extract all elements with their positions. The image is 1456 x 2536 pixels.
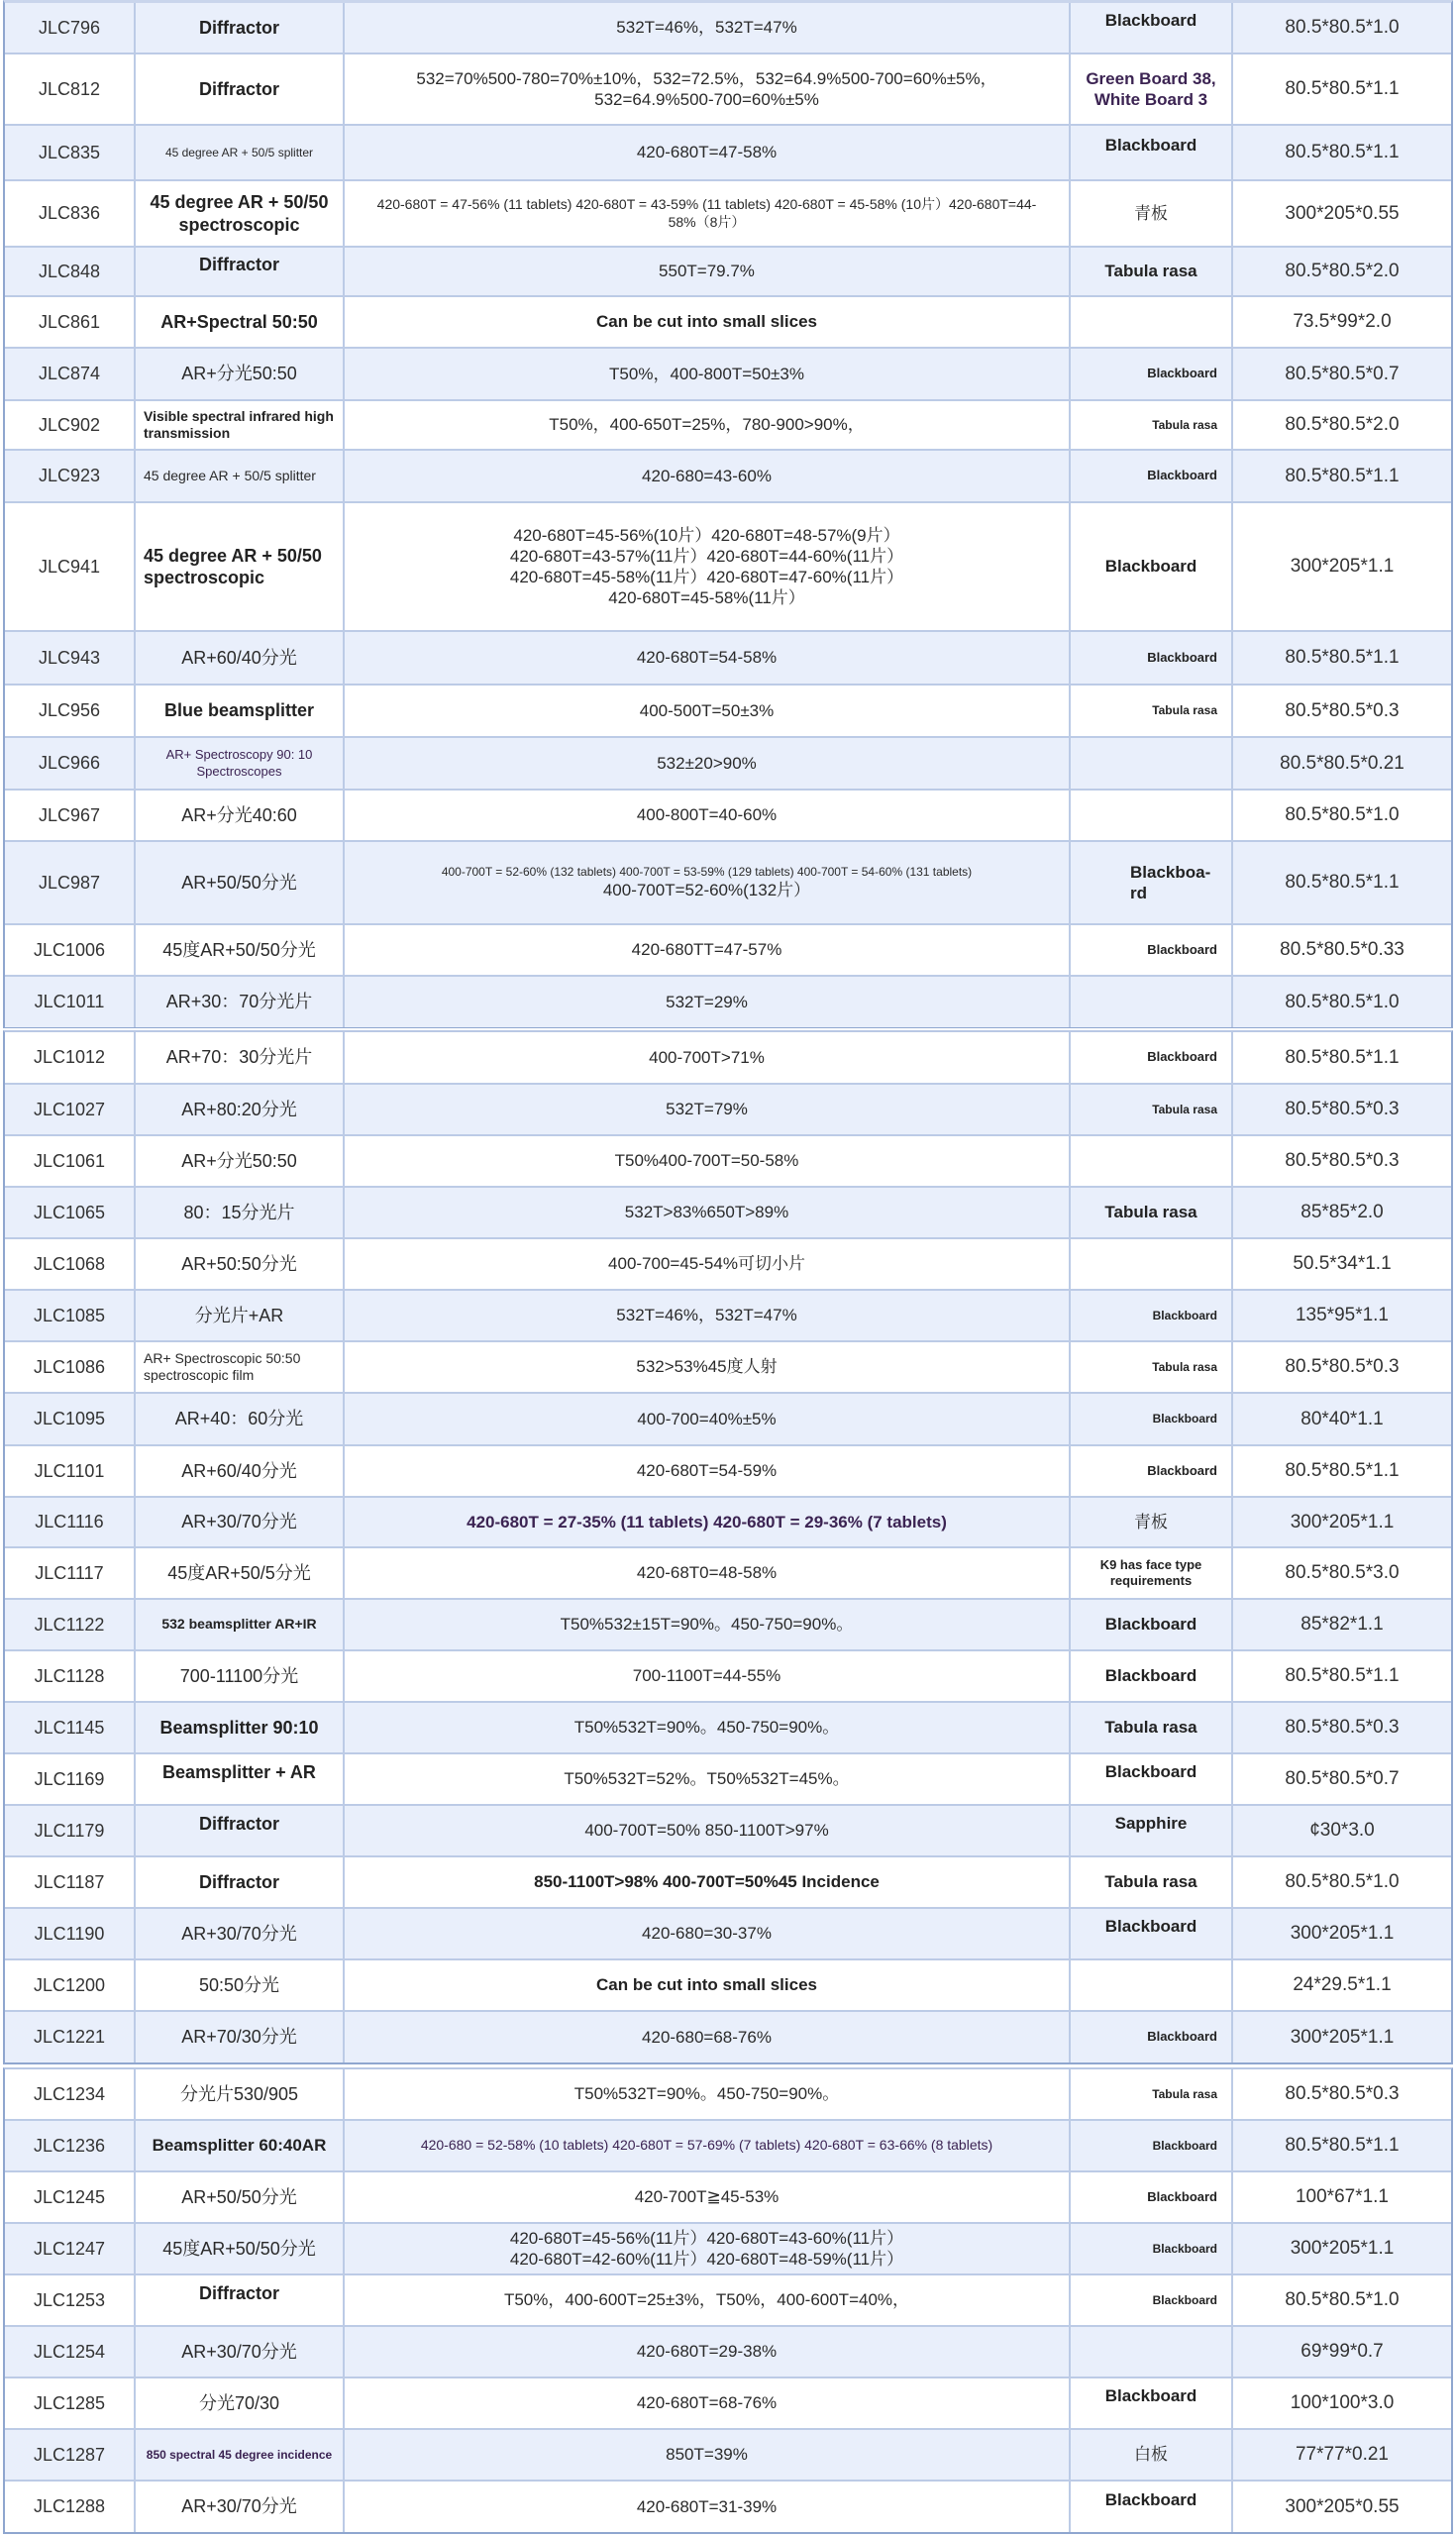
product-name: 80：15分光片 <box>136 1188 345 1237</box>
product-code: JLC987 <box>5 842 136 923</box>
product-name: AR+60/40分光 <box>136 632 345 684</box>
product-material: Blackboard <box>1071 2121 1233 2170</box>
table-row <box>5 1806 1451 1857</box>
product-size: 300*205*0.55 <box>1285 202 1400 224</box>
product-code: JLC923 <box>5 451 136 501</box>
product-spec: 400-700=45-54%可切小片 <box>345 1239 1071 1289</box>
table-row <box>5 503 1451 632</box>
product-size: 100*100*3.0 <box>1290 2392 1395 2414</box>
product-size: 80.5*80.5*0.3 <box>1285 1099 1400 1120</box>
product-code: JLC1011 <box>5 977 136 1027</box>
product-code: JLC1145 <box>5 1703 136 1752</box>
product-material: Blackboard <box>1071 2275 1233 2325</box>
table-row <box>5 2482 1451 2532</box>
product-material: Blackboard <box>1071 126 1233 179</box>
product-name: AR+50:50分光 <box>136 1239 345 1289</box>
table-row <box>5 842 1451 925</box>
product-code: JLC861 <box>5 297 136 347</box>
product-material: Blackboard <box>1071 2224 1233 2273</box>
product-code: JLC1117 <box>5 1548 136 1598</box>
table-row <box>5 1857 1451 1909</box>
product-material: Tabula rasa <box>1071 1188 1233 1237</box>
product-size: 50.5*34*1.1 <box>1293 1253 1392 1275</box>
product-name: 850 spectral 45 degree incidence <box>136 2430 345 2480</box>
product-code: JLC1253 <box>5 2275 136 2325</box>
product-name: Diffractor <box>136 1857 345 1907</box>
product-code: JLC1285 <box>5 2378 136 2428</box>
product-name: 45 degree AR + 50/5 splitter <box>136 126 345 179</box>
product-spec: 420-680=30-37% <box>345 1909 1071 1958</box>
product-name: AR+70/30分光 <box>136 2012 345 2062</box>
product-material: K9 has face type requirements <box>1071 1548 1233 1598</box>
product-size: 80.5*80.5*1.0 <box>1285 17 1400 39</box>
table-row <box>5 2378 1451 2430</box>
product-spec: T50%400-700T=50-58% <box>345 1136 1071 1186</box>
table-row <box>5 686 1451 738</box>
product-material: 白板 <box>1071 2430 1233 2480</box>
table-row <box>5 2172 1451 2224</box>
product-code: JLC1116 <box>5 1498 136 1546</box>
product-name: AR+分光40:60 <box>136 791 345 840</box>
product-material <box>1071 738 1233 789</box>
product-material: Tabula rasa <box>1071 248 1233 295</box>
product-name: 45 degree AR + 50/5 splitter <box>136 451 345 501</box>
product-name: AR+分光50:50 <box>136 349 345 399</box>
product-material: Blackboard <box>1071 3 1233 53</box>
product-size: 80.5*80.5*0.3 <box>1285 1356 1400 1378</box>
product-material: Blackboard <box>1071 1291 1233 1340</box>
product-name: 45度AR+50/50分光 <box>136 925 345 975</box>
product-size: 80.5*80.5*1.1 <box>1285 2135 1400 2157</box>
product-material: Tabula rasa <box>1071 2069 1233 2119</box>
product-material <box>1071 1960 1233 2010</box>
product-name: 分光70/30 <box>136 2378 345 2428</box>
product-code: JLC956 <box>5 686 136 736</box>
product-spec: 420-680=68-76% <box>345 2012 1071 2062</box>
product-size: 85*85*2.0 <box>1300 1202 1384 1223</box>
product-name: AR+30/70分光 <box>136 2482 345 2532</box>
table-row <box>5 1342 1451 1394</box>
product-name: 分光片530/905 <box>136 2069 345 2119</box>
product-table-segment-2 <box>3 1030 1453 2064</box>
product-name: 45度AR+50/50分光 <box>136 2224 345 2273</box>
table-row <box>5 977 1451 1027</box>
product-name: AR+40：60分光 <box>136 1394 345 1444</box>
product-material: Blackboard <box>1071 451 1233 501</box>
product-code: JLC812 <box>5 54 136 124</box>
product-name: AR+ Spectroscopic 50:50 spectroscopic film <box>136 1342 345 1392</box>
product-name: Diffractor <box>136 54 345 124</box>
product-name: Visible spectral infrared high transmission <box>136 401 345 449</box>
table-row <box>5 2430 1451 2482</box>
product-size: 77*77*0.21 <box>1295 2444 1390 2466</box>
product-spec: 420-680=43-60% <box>345 451 1071 501</box>
product-spec: 420-680T = 47-56% (11 tablets) 420-680T = 43-59% (11 tablets) 420-680T = 45-58% (10片）420-680T=44-58%（8片） <box>345 181 1071 246</box>
product-size: 80.5*80.5*1.1 <box>1285 142 1400 163</box>
product-code: JLC874 <box>5 349 136 399</box>
product-spec: 400-500T=50±3% <box>345 686 1071 736</box>
table-row <box>5 632 1451 686</box>
table-row <box>5 1085 1451 1136</box>
product-size: 80.5*80.5*0.3 <box>1285 1150 1400 1172</box>
product-size: 80.5*80.5*1.0 <box>1285 804 1400 826</box>
product-material <box>1071 297 1233 347</box>
product-spec: 532T=46%，532T=47% <box>345 1291 1071 1340</box>
product-spec: 532±20>90% <box>345 738 1071 789</box>
product-code: JLC1065 <box>5 1188 136 1237</box>
product-material: Blackboard <box>1071 1446 1233 1496</box>
product-size: 300*205*1.1 <box>1290 556 1395 578</box>
table-row <box>5 1909 1451 1960</box>
product-spec: 420-680T=68-76% <box>345 2378 1071 2428</box>
product-spec: T50%532T=90%。450-750=90%。 <box>345 2069 1071 2119</box>
product-code: JLC1027 <box>5 1085 136 1134</box>
product-size: 73.5*99*2.0 <box>1293 311 1392 333</box>
table-row <box>5 297 1451 349</box>
product-spec: Can be cut into small slices <box>345 1960 1071 2010</box>
product-size: 80.5*80.5*2.0 <box>1285 261 1400 282</box>
product-spec: 550T=79.7% <box>345 248 1071 295</box>
product-spec <box>345 503 1071 630</box>
product-spec: 420-680T=54-58% <box>345 632 1071 684</box>
table-row <box>5 2121 1451 2172</box>
table-row <box>5 925 1451 977</box>
product-material <box>1071 1136 1233 1186</box>
table-row <box>5 2224 1451 2275</box>
table-row <box>5 1188 1451 1239</box>
product-code: JLC1221 <box>5 2012 136 2062</box>
product-material: Blackboard <box>1071 2012 1233 2062</box>
product-size: 80.5*80.5*1.1 <box>1285 465 1400 486</box>
product-code: JLC1095 <box>5 1394 136 1444</box>
product-material: Blackboard <box>1071 925 1233 975</box>
product-name: 45度AR+50/5分光 <box>136 1548 345 1598</box>
product-name: AR+30：70分光片 <box>136 977 345 1027</box>
product-spec: 532T=46%，532T=47% <box>345 3 1071 53</box>
product-material <box>1071 791 1233 840</box>
product-size: 80.5*80.5*0.3 <box>1285 2083 1400 2105</box>
product-code: JLC1068 <box>5 1239 136 1289</box>
product-size: 135*95*1.1 <box>1295 1305 1390 1326</box>
product-spec: 420-680TT=47-57% <box>345 925 1071 975</box>
product-name: Beamsplitter 90:10 <box>136 1703 345 1752</box>
table-row <box>5 1703 1451 1754</box>
product-name: Diffractor <box>136 3 345 53</box>
product-material: Blackboard <box>1071 2482 1233 2532</box>
product-material: Blackboard <box>1071 1600 1233 1649</box>
table-row <box>5 1498 1451 1548</box>
product-code: JLC1101 <box>5 1446 136 1496</box>
product-size: 80.5*80.5*1.1 <box>1285 1665 1400 1687</box>
spec-line: 400-700T=52-60%(132片） <box>602 880 811 899</box>
product-name: AR+30/70分光 <box>136 2327 345 2377</box>
product-size: 300*205*0.55 <box>1285 2495 1400 2517</box>
product-name: AR+分光50:50 <box>136 1136 345 1186</box>
table-row <box>5 1651 1451 1703</box>
spec-line: 420-680T=45-56%(11片）420-680T=43-60%(11片） <box>509 2228 904 2248</box>
product-code: JLC1245 <box>5 2172 136 2222</box>
product-spec: 420-68T0=48-58% <box>345 1548 1071 1598</box>
product-spec: 420-680T=47-58% <box>345 126 1071 179</box>
product-name: 532 beamsplitter AR+IR <box>136 1600 345 1649</box>
product-spec: 420-680T=54-59% <box>345 1446 1071 1496</box>
table-row <box>5 3 1451 54</box>
product-spec: 532=70%500-780=70%±10%，532=72.5%，532=64.9%500-700=60%±5%，532=64.9%500-700=60%±5% <box>345 54 1071 124</box>
table-row <box>5 126 1451 181</box>
product-material: Tabula rasa <box>1071 686 1233 736</box>
product-size: 80.5*80.5*0.3 <box>1285 1717 1400 1739</box>
product-code: JLC902 <box>5 401 136 449</box>
product-name: AR+70：30分光片 <box>136 1032 345 1083</box>
product-code: JLC848 <box>5 248 136 295</box>
spec-line: 420-680T=42-60%(11片）420-680T=48-59%(11片） <box>509 2250 904 2269</box>
product-name: 45 degree AR + 50/50 spectroscopic <box>136 503 345 630</box>
table-row <box>5 791 1451 842</box>
spec-line: 400-700T = 52-60% (132 tablets) 400-700T = 53-59% (129 tablets) 400-700T = 54-60% (131 tablets) <box>441 864 973 879</box>
product-name: 45 degree AR + 50/50 spectroscopic <box>136 181 345 246</box>
product-spec: T50%532T=52%。T50%532T=45%。 <box>345 1754 1071 1804</box>
product-spec: T50%，400-800T=50±3% <box>345 349 1071 399</box>
product-name: Diffractor <box>136 248 345 295</box>
table-row <box>5 1548 1451 1600</box>
product-spec: 420-680 = 52-58% (10 tablets) 420-680T = 57-69% (7 tablets) 420-680T = 63-66% (8 tablets) <box>345 2121 1071 2170</box>
spec-line: 420-680T=45-56%(10片）420-680T=48-57%(9片） <box>513 525 900 545</box>
product-size: 80.5*80.5*1.0 <box>1285 991 1400 1012</box>
product-material: Blackboard <box>1071 1651 1233 1701</box>
product-spec: T50%，400-600T=25±3%，T50%，400-600T=40%， <box>345 2275 1071 2325</box>
product-size: 300*205*1.1 <box>1290 1511 1395 1532</box>
product-name: AR+80:20分光 <box>136 1085 345 1134</box>
table-row <box>5 1394 1451 1446</box>
spec-line: 420-680T=43-57%(11片）420-680T=44-60%(11片） <box>509 546 904 566</box>
table-row <box>5 401 1451 451</box>
product-material: Blackboard <box>1071 1909 1233 1958</box>
product-name: Beamsplitter + AR <box>136 1754 345 1804</box>
product-size: 80*40*1.1 <box>1300 1408 1384 1429</box>
product-size: 300*205*1.1 <box>1290 2026 1395 2048</box>
product-size: 80.5*80.5*1.1 <box>1285 647 1400 669</box>
product-code: JLC835 <box>5 126 136 179</box>
product-size: 80.5*80.5*1.0 <box>1285 2289 1400 2311</box>
table-row <box>5 248 1451 297</box>
product-spec: 420-680T=29-38% <box>345 2327 1071 2377</box>
product-name: Diffractor <box>136 1806 345 1855</box>
table-row <box>5 1136 1451 1188</box>
product-material: Green Board 38, White Board 3 <box>1071 54 1233 124</box>
product-size: 80.5*80.5*1.1 <box>1285 1046 1400 1068</box>
product-size: 80.5*80.5*0.33 <box>1280 939 1404 961</box>
product-code: JLC1187 <box>5 1857 136 1907</box>
product-material: 青板 <box>1071 181 1233 246</box>
product-code: JLC1247 <box>5 2224 136 2273</box>
table-row <box>5 1960 1451 2012</box>
product-spec: 420-680T = 27-35% (11 tablets) 420-680T = 29-36% (7 tablets) <box>345 1498 1071 1546</box>
product-material: Blackboard <box>1071 632 1233 684</box>
table-row <box>5 2327 1451 2378</box>
table-row <box>5 1600 1451 1651</box>
product-name: 700-11100分光 <box>136 1651 345 1701</box>
product-size: 69*99*0.7 <box>1300 2341 1384 2363</box>
product-material: Tabula rasa <box>1071 401 1233 449</box>
product-material: Tabula rasa <box>1071 1857 1233 1907</box>
product-spec: Can be cut into small slices <box>345 297 1071 347</box>
product-size: 80.5*80.5*0.7 <box>1285 1768 1400 1790</box>
product-code: JLC1236 <box>5 2121 136 2170</box>
table-row <box>5 181 1451 248</box>
product-size: 300*205*1.1 <box>1290 1923 1395 1945</box>
product-name: AR+ Spectroscopy 90: 10 Spectroscopes <box>136 738 345 789</box>
product-spec: 850-1100T>98% 400-700T=50%45 Incidence <box>345 1857 1071 1907</box>
product-material: Blackboard <box>1071 503 1233 630</box>
product-size: 80.5*80.5*0.21 <box>1280 752 1404 774</box>
product-table-segment-3 <box>3 2067 1453 2534</box>
product-name: Blue beamsplitter <box>136 686 345 736</box>
product-size: 80.5*80.5*3.0 <box>1285 1562 1400 1584</box>
product-size: 80.5*80.5*1.1 <box>1285 1460 1400 1482</box>
product-name: AR+Spectral 50:50 <box>136 297 345 347</box>
table-row <box>5 349 1451 401</box>
product-code: JLC1179 <box>5 1806 136 1855</box>
product-name: AR+30/70分光 <box>136 1909 345 1958</box>
product-name: 分光片+AR <box>136 1291 345 1340</box>
product-code: JLC1086 <box>5 1342 136 1392</box>
product-code: JLC1006 <box>5 925 136 975</box>
product-code: JLC1190 <box>5 1909 136 1958</box>
product-material: Sapphire <box>1071 1806 1233 1855</box>
product-spec: 850T=39% <box>345 2430 1071 2480</box>
product-spec: 532T=79% <box>345 1085 1071 1134</box>
product-spec: 532T>83%650T>89% <box>345 1188 1071 1237</box>
product-spec: 420-700T≧45-53% <box>345 2172 1071 2222</box>
table-row <box>5 738 1451 791</box>
product-size: 80.5*80.5*1.0 <box>1285 1871 1400 1893</box>
product-material <box>1071 2327 1233 2377</box>
table-row <box>5 2275 1451 2327</box>
product-material <box>1071 1239 1233 1289</box>
table-row <box>5 1291 1451 1342</box>
product-size: 300*205*1.1 <box>1290 2238 1395 2260</box>
spec-line: 420-680T=45-58%(11片）420-680T=47-60%(11片） <box>509 568 904 586</box>
product-material: Tabula rasa <box>1071 1085 1233 1134</box>
table-row <box>5 451 1451 503</box>
product-code: JLC796 <box>5 3 136 53</box>
product-size: 85*82*1.1 <box>1300 1614 1384 1636</box>
spec-line: 420-680T=45-58%(11片） <box>608 588 805 608</box>
product-size: 24*29.5*1.1 <box>1293 1974 1392 1996</box>
table-row <box>5 1754 1451 1806</box>
table-row <box>5 54 1451 126</box>
product-spec: 400-700T>71% <box>345 1032 1071 1083</box>
product-material: Blackboard <box>1071 2172 1233 2222</box>
product-table-segment-1 <box>3 0 1453 1028</box>
table-row <box>5 2012 1451 2062</box>
product-code: JLC1234 <box>5 2069 136 2119</box>
product-spec: 400-800T=40-60% <box>345 791 1071 840</box>
table-row <box>5 2069 1451 2121</box>
product-spec: 400-700T=50% 850-1100T>97% <box>345 1806 1071 1855</box>
product-code: JLC941 <box>5 503 136 630</box>
table-row <box>5 1446 1451 1498</box>
product-spec: T50%532±15T=90%。450-750=90%。 <box>345 1600 1071 1649</box>
product-code: JLC1061 <box>5 1136 136 1186</box>
product-name: AR+50/50分光 <box>136 2172 345 2222</box>
product-name: AR+30/70分光 <box>136 1498 345 1546</box>
product-size: 80.5*80.5*1.1 <box>1285 872 1400 894</box>
product-material: Blackboard <box>1071 2378 1233 2428</box>
product-name: Beamsplitter 60:40AR <box>136 2121 345 2170</box>
product-material: Blackboard <box>1071 349 1233 399</box>
product-material: Tabula rasa <box>1071 1703 1233 1752</box>
product-code: JLC1012 <box>5 1032 136 1083</box>
product-material: Tabula rasa <box>1071 1342 1233 1392</box>
product-size: 80.5*80.5*1.1 <box>1285 78 1400 100</box>
product-size: 80.5*80.5*2.0 <box>1285 414 1400 436</box>
product-code: JLC1122 <box>5 1600 136 1649</box>
product-code: JLC1085 <box>5 1291 136 1340</box>
product-code: JLC1254 <box>5 2327 136 2377</box>
product-spec <box>345 2224 1071 2273</box>
product-code: JLC966 <box>5 738 136 789</box>
product-name: 50:50分光 <box>136 1960 345 2010</box>
product-code: JLC1169 <box>5 1754 136 1804</box>
product-size: 80.5*80.5*0.7 <box>1285 363 1400 384</box>
product-name: AR+50/50分光 <box>136 842 345 923</box>
product-spec: 532>53%45度人射 <box>345 1342 1071 1392</box>
product-material: 青板 <box>1071 1498 1233 1546</box>
product-code: JLC1128 <box>5 1651 136 1701</box>
product-spec: 400-700=40%±5% <box>345 1394 1071 1444</box>
product-name: AR+60/40分光 <box>136 1446 345 1496</box>
product-spec: 532T=29% <box>345 977 1071 1027</box>
product-spec: 420-680T=31-39% <box>345 2482 1071 2532</box>
product-code: JLC943 <box>5 632 136 684</box>
product-spec: T50%，400-650T=25%，780-900>90%， <box>345 401 1071 449</box>
product-spec: 700-1100T=44-55% <box>345 1651 1071 1701</box>
product-material: Blackboa-rd <box>1071 842 1233 923</box>
product-code: JLC967 <box>5 791 136 840</box>
product-code: JLC1287 <box>5 2430 136 2480</box>
product-name: Diffractor <box>136 2275 345 2325</box>
product-size: ¢30*3.0 <box>1309 1820 1375 1842</box>
product-spec: T50%532T=90%。450-750=90%。 <box>345 1703 1071 1752</box>
table-row <box>5 1032 1451 1085</box>
product-material <box>1071 977 1233 1027</box>
product-size: 80.5*80.5*0.3 <box>1285 699 1400 721</box>
product-material: Blackboard <box>1071 1754 1233 1804</box>
product-spec <box>345 842 1071 923</box>
product-code: JLC1200 <box>5 1960 136 2010</box>
product-size: 100*67*1.1 <box>1295 2186 1390 2208</box>
product-code: JLC836 <box>5 181 136 246</box>
product-material: Blackboard <box>1071 1394 1233 1444</box>
product-code: JLC1288 <box>5 2482 136 2532</box>
product-material: Blackboard <box>1071 1032 1233 1083</box>
table-row <box>5 1239 1451 1291</box>
